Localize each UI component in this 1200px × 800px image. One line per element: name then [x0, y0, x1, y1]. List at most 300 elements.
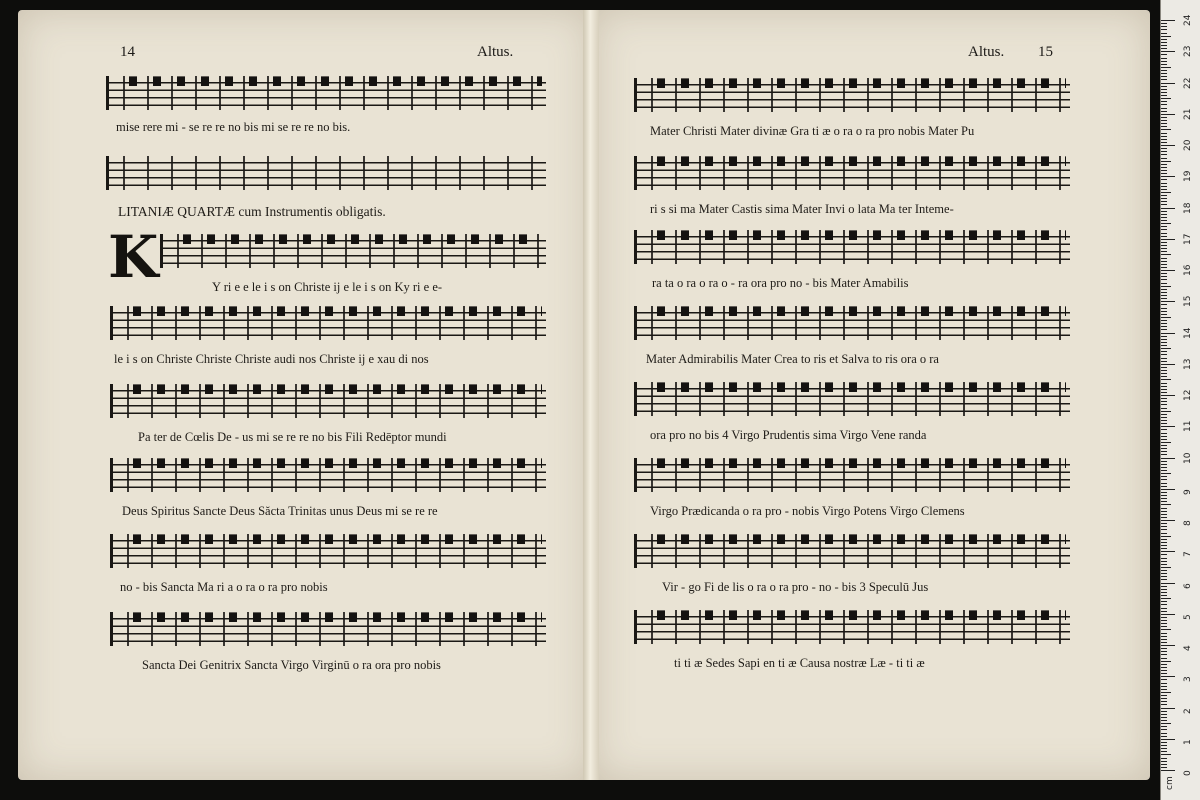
ruler-number: 19 — [1183, 170, 1193, 183]
ruler-tick — [1161, 729, 1167, 730]
ruler-tick — [1161, 761, 1167, 762]
ruler-tick — [1161, 620, 1167, 621]
ruler-tick — [1161, 542, 1167, 543]
ruler-tick — [1161, 389, 1167, 390]
ruler-tick — [1161, 33, 1167, 34]
book-gutter — [583, 10, 599, 780]
ruler-tick — [1161, 336, 1167, 337]
ruler-tick — [1161, 223, 1171, 224]
ruler-tick — [1161, 520, 1175, 521]
ruler-tick — [1161, 479, 1167, 480]
ruler-tick — [1161, 170, 1167, 171]
ruler-tick — [1161, 126, 1167, 127]
ruler-tick — [1161, 401, 1167, 402]
ruler-tick — [1161, 426, 1175, 427]
ruler-tick — [1161, 626, 1167, 627]
ruler-tick — [1161, 433, 1167, 434]
ruler-tick — [1161, 198, 1167, 199]
ruler-tick — [1161, 39, 1167, 40]
ruler-tick — [1161, 523, 1167, 524]
ruler-tick — [1161, 664, 1167, 665]
ruler-tick — [1161, 154, 1167, 155]
ruler-tick — [1161, 645, 1175, 646]
ruler-tick — [1161, 751, 1167, 752]
measurement-ruler — [1160, 0, 1200, 800]
ruler-tick — [1161, 695, 1167, 696]
ruler-tick — [1161, 342, 1167, 343]
ruler-tick — [1161, 754, 1171, 755]
ruler-tick — [1161, 604, 1167, 605]
ruler-tick — [1161, 92, 1167, 93]
ruler-tick — [1161, 561, 1167, 562]
ruler-tick — [1161, 308, 1167, 309]
ruler-tick — [1161, 436, 1167, 437]
ruler-tick — [1161, 586, 1167, 587]
ruler-tick — [1161, 633, 1167, 634]
ruler-tick — [1161, 545, 1167, 546]
ruler-tick — [1161, 411, 1171, 412]
ruler-tick — [1161, 601, 1167, 602]
ruler-tick — [1161, 111, 1167, 112]
left-page-number: 14 — [120, 44, 135, 60]
music-staff — [106, 76, 546, 135]
ruler-tick — [1161, 158, 1167, 159]
ruler-tick — [1161, 304, 1167, 305]
music-staff — [160, 234, 546, 295]
ruler-tick — [1161, 258, 1167, 259]
ruler-tick — [1161, 511, 1167, 512]
ruler-tick — [1161, 726, 1167, 727]
ruler-tick — [1161, 383, 1167, 384]
ruler-tick — [1161, 298, 1167, 299]
ruler-tick — [1161, 673, 1167, 674]
lyric-line: le i s on Christe Christe Christe audi nos Christe ij e xau di nos — [114, 352, 429, 366]
ruler-tick — [1161, 429, 1167, 430]
ruler-tick — [1161, 289, 1167, 290]
music-staff — [110, 534, 546, 595]
ruler-tick — [1161, 195, 1167, 196]
ruler-tick — [1161, 423, 1167, 424]
ruler-tick — [1161, 76, 1167, 77]
music-staff — [110, 458, 546, 519]
ruler-number: 14 — [1183, 327, 1193, 339]
ruler-tick — [1161, 167, 1167, 168]
ruler-number: 17 — [1183, 233, 1193, 245]
ruler-tick — [1161, 201, 1167, 202]
music-staff — [110, 612, 546, 673]
ruler-tick — [1161, 276, 1167, 277]
ruler-tick — [1161, 536, 1171, 537]
ruler-tick — [1161, 448, 1167, 449]
ruler-tick — [1161, 454, 1167, 455]
music-staff — [634, 458, 1070, 519]
ruler-tick — [1161, 548, 1167, 549]
ruler-tick — [1161, 742, 1167, 743]
ruler-tick — [1161, 189, 1167, 190]
ruler-tick — [1161, 589, 1167, 590]
lyric-line: ri s si ma Mater Castis sima Mater Invi o lata Ma ter Inteme- — [650, 202, 954, 216]
ruler-tick — [1161, 558, 1167, 559]
ruler-tick — [1161, 286, 1171, 287]
ruler-number: 21 — [1183, 108, 1193, 120]
ruler-tick — [1161, 683, 1167, 684]
ruler-tick — [1161, 723, 1171, 724]
ruler-tick — [1161, 358, 1167, 359]
ruler-tick — [1161, 379, 1171, 380]
ruler-tick — [1161, 373, 1167, 374]
ruler-tick — [1161, 464, 1167, 465]
ruler-tick — [1161, 61, 1167, 62]
ruler-tick — [1161, 220, 1167, 221]
ruler-tick — [1161, 279, 1167, 280]
ruler-tick — [1161, 573, 1167, 574]
ruler-tick — [1161, 70, 1167, 71]
ruler-tick — [1161, 495, 1167, 496]
music-staff — [634, 230, 1070, 291]
ruler-tick — [1161, 20, 1175, 21]
music-staff — [634, 382, 1070, 443]
ruler-tick — [1161, 670, 1167, 671]
ruler-number: 24 — [1183, 14, 1193, 26]
ruler-number: 1 — [1183, 739, 1193, 745]
ruler-tick — [1161, 651, 1167, 652]
ruler-tick — [1161, 711, 1167, 712]
lyric-line: ora pro no bis 4 Virgo Prudentis sima Virgo Vene randa — [650, 428, 927, 442]
ruler-tick — [1161, 129, 1171, 130]
ruler-number: 16 — [1183, 264, 1193, 276]
ruler-tick — [1161, 148, 1167, 149]
ruler-tick — [1161, 36, 1171, 37]
ruler-tick — [1161, 483, 1167, 484]
ruler-tick — [1161, 186, 1167, 187]
ruler-number: 0 — [1183, 770, 1193, 776]
ruler-tick — [1161, 323, 1167, 324]
ruler-tick — [1161, 79, 1167, 80]
ruler-tick — [1161, 392, 1167, 393]
ruler-tick — [1161, 295, 1167, 296]
ruler-tick — [1161, 179, 1167, 180]
ruler-tick — [1161, 139, 1167, 140]
ruler-tick — [1161, 26, 1167, 27]
ruler-tick — [1161, 239, 1175, 240]
ruler-tick — [1161, 345, 1167, 346]
ruler-tick — [1161, 395, 1175, 396]
ruler-tick — [1161, 108, 1167, 109]
ruler-tick — [1161, 704, 1167, 705]
ruler-tick — [1161, 492, 1167, 493]
ruler-tick — [1161, 67, 1171, 68]
ruler-tick — [1161, 676, 1175, 677]
ruler-unit-label: cm — [1165, 776, 1175, 790]
right-page-number: 15 — [1038, 44, 1053, 60]
ruler-tick — [1161, 348, 1171, 349]
lyric-line: Mater Christi Mater divinæ Gra ti æ o ra o ra pro nobis Mater Pu — [650, 124, 975, 138]
ruler-number: 8 — [1183, 520, 1193, 526]
ruler-tick — [1161, 564, 1167, 565]
ruler-tick — [1161, 233, 1167, 234]
ruler-tick — [1161, 226, 1167, 227]
ruler-tick — [1161, 270, 1175, 271]
ruler-tick — [1161, 661, 1171, 662]
ruler-tick — [1161, 64, 1167, 65]
ruler-number: 9 — [1183, 489, 1193, 495]
ruler-tick — [1161, 376, 1167, 377]
music-staff — [634, 306, 1070, 367]
ruler-tick — [1161, 748, 1167, 749]
ruler-tick — [1161, 133, 1167, 134]
ruler-tick — [1161, 417, 1167, 418]
ruler-tick — [1161, 739, 1175, 740]
ruler-tick — [1161, 23, 1167, 24]
ruler-tick — [1161, 445, 1167, 446]
ruler-tick — [1161, 86, 1167, 87]
ruler-tick — [1161, 117, 1167, 118]
ruler-tick — [1161, 51, 1175, 52]
lyric-line: mise rere mi - se re re no bis mi se re re no bis. — [116, 120, 351, 134]
ruler-tick — [1161, 42, 1167, 43]
ruler-tick — [1161, 467, 1167, 468]
lyric-line: Pa ter de Cœlis De - us mi se re re no bis Fili Redēptor mundi — [138, 430, 447, 444]
ruler-tick — [1161, 770, 1175, 771]
ruler-tick — [1161, 636, 1167, 637]
ruler-tick — [1161, 501, 1167, 502]
ruler-number: 12 — [1183, 389, 1193, 401]
ruler-tick — [1161, 764, 1167, 765]
ruler-tick — [1161, 317, 1171, 318]
ruler-tick — [1161, 745, 1167, 746]
ruler-tick — [1161, 339, 1167, 340]
ruler-tick — [1161, 714, 1167, 715]
ruler-tick — [1161, 611, 1167, 612]
ruler-tick — [1161, 598, 1171, 599]
ruler-tick — [1161, 667, 1167, 668]
ruler-tick — [1161, 736, 1167, 737]
ruler-tick — [1161, 408, 1167, 409]
ruler-tick — [1161, 404, 1167, 405]
ruler-tick — [1161, 473, 1171, 474]
ruler-number: 20 — [1183, 139, 1193, 151]
music-staff — [634, 156, 1070, 217]
ruler-tick — [1161, 717, 1167, 718]
ruler-tick — [1161, 579, 1167, 580]
ruler-tick — [1161, 367, 1167, 368]
ruler-tick — [1161, 414, 1167, 415]
section-title: LITANIÆ QUARTÆ cum Instrumentis obligatis. — [118, 204, 386, 219]
ruler-tick — [1161, 539, 1167, 540]
ruler-tick — [1161, 54, 1167, 55]
ruler-tick — [1161, 83, 1175, 84]
ruler-tick — [1161, 311, 1167, 312]
ruler-tick — [1161, 692, 1171, 693]
ruler-tick — [1161, 498, 1167, 499]
ruler-tick — [1161, 595, 1167, 596]
ruler-tick — [1161, 145, 1175, 146]
music-staff — [110, 306, 546, 367]
ruler-tick — [1161, 592, 1167, 593]
ruler-tick — [1161, 261, 1167, 262]
ruler-tick — [1161, 267, 1167, 268]
ruler-tick — [1161, 679, 1167, 680]
ruler-tick — [1161, 45, 1167, 46]
ruler-tick — [1161, 654, 1167, 655]
ruler-tick — [1161, 176, 1175, 177]
ruler-number: 5 — [1183, 614, 1193, 620]
ruler-tick — [1161, 451, 1167, 452]
ruler-tick — [1161, 614, 1175, 615]
ruler-tick — [1161, 439, 1167, 440]
ruler-tick — [1161, 326, 1167, 327]
empty-staff — [106, 156, 546, 190]
music-staff — [634, 610, 1070, 671]
ruler-tick — [1161, 629, 1171, 630]
ruler-tick — [1161, 758, 1167, 759]
ruler-tick — [1161, 554, 1167, 555]
ruler-tick — [1161, 442, 1171, 443]
ruler-tick — [1161, 608, 1167, 609]
ruler-tick — [1161, 689, 1167, 690]
ruler-tick — [1161, 123, 1167, 124]
ruler-tick — [1161, 98, 1171, 99]
ruler-number: 23 — [1183, 45, 1193, 58]
ruler-tick — [1161, 151, 1167, 152]
ruler-tick — [1161, 273, 1167, 274]
ruler-tick — [1161, 658, 1167, 659]
ruler-number: 2 — [1183, 707, 1193, 714]
ruler-tick — [1161, 533, 1167, 534]
lyric-line: Deus Spiritus Sancte Deus Săcta Trinitas unus Deus mi se re re — [122, 504, 438, 518]
ruler-tick — [1161, 254, 1171, 255]
ruler-tick — [1161, 29, 1167, 30]
ruler-tick — [1161, 211, 1167, 212]
ruler-tick — [1161, 570, 1167, 571]
ruler-number: 4 — [1183, 645, 1193, 651]
ruler-tick — [1161, 173, 1167, 174]
ruler-tick — [1161, 458, 1175, 459]
ruler-tick — [1161, 470, 1167, 471]
ruler-tick — [1161, 517, 1167, 518]
ruler-tick — [1161, 292, 1167, 293]
ruler-tick — [1161, 529, 1167, 530]
ruler-tick — [1161, 486, 1167, 487]
ruler-tick — [1161, 283, 1167, 284]
ruler-tick — [1161, 386, 1167, 387]
ruler-tick — [1161, 514, 1167, 515]
ruler-number: 3 — [1183, 676, 1193, 683]
ruler-tick — [1161, 95, 1167, 96]
ruler-tick — [1161, 58, 1167, 59]
ruler-tick — [1161, 489, 1175, 490]
ruler-tick — [1161, 733, 1167, 734]
ruler-tick — [1161, 551, 1175, 552]
ruler-tick — [1161, 398, 1167, 399]
ruler-tick — [1161, 583, 1175, 584]
lyric-line: Vir - go Fi de lis o ra o ra pro - no - bis 3 Speculū Jus — [662, 580, 929, 594]
ruler-tick — [1161, 686, 1167, 687]
music-staff — [634, 78, 1070, 139]
ruler-tick — [1161, 576, 1167, 577]
ruler-number: 13 — [1183, 358, 1193, 370]
music-staff — [634, 534, 1070, 595]
ruler-tick — [1161, 120, 1167, 121]
ruler-tick — [1161, 248, 1167, 249]
ruler-number: 10 — [1183, 452, 1193, 464]
ruler-tick — [1161, 364, 1175, 365]
ruler-tick — [1161, 229, 1167, 230]
ruler-tick — [1161, 73, 1167, 74]
ruler-tick — [1161, 508, 1167, 509]
ruler-tick — [1161, 333, 1175, 334]
ruler-tick — [1161, 114, 1175, 115]
ruler-number: 22 — [1183, 77, 1193, 89]
ruler-tick — [1161, 648, 1167, 649]
ruler-tick — [1161, 264, 1167, 265]
ruler-tick — [1161, 351, 1167, 352]
ruler-tick — [1161, 142, 1167, 143]
ruler-tick — [1161, 192, 1171, 193]
lyric-line: Virgo Prædicanda o ra pro - nobis Virgo Potens Virgo Clemens — [650, 504, 965, 518]
ruler-tick — [1161, 236, 1167, 237]
ruler-tick — [1161, 101, 1167, 102]
ruler-tick — [1161, 642, 1167, 643]
lyric-line: ti ti æ Sedes Sapi en ti æ Causa nostræ Læ - ti ti æ — [674, 656, 925, 670]
ruler-tick — [1161, 354, 1167, 355]
left-voice-label: Altus. — [477, 44, 514, 60]
ruler-number: 15 — [1183, 295, 1193, 308]
lyric-line: ra ta o ra o ra o - ra ora pro no - bis Mater Amabilis — [652, 276, 909, 290]
ruler-tick — [1161, 567, 1171, 568]
music-staff — [110, 384, 546, 445]
ruler-tick — [1161, 767, 1167, 768]
ruler-tick — [1161, 420, 1167, 421]
lyric-line: no - bis Sancta Ma ri a o ra o ra pro nobis — [120, 580, 328, 594]
ruler-number: 7 — [1183, 551, 1193, 558]
ruler-number: 11 — [1183, 420, 1193, 433]
ruler-tick — [1161, 617, 1167, 618]
ruler-tick — [1161, 48, 1167, 49]
ruler-tick — [1161, 161, 1171, 162]
ruler-tick — [1161, 301, 1175, 302]
ruler-tick — [1161, 320, 1167, 321]
ruler-tick — [1161, 370, 1167, 371]
lyric-line: Y ri e e le i s on Christe ij e le i s on Ky ri e e- — [212, 280, 443, 294]
ruler-tick — [1161, 476, 1167, 477]
ruler-tick — [1161, 720, 1167, 721]
ruler-tick — [1161, 526, 1167, 527]
ruler-tick — [1161, 623, 1167, 624]
ruler-tick — [1161, 217, 1167, 218]
ruler-tick — [1161, 461, 1167, 462]
ruler-tick — [1161, 242, 1167, 243]
ruler-tick — [1161, 314, 1167, 315]
ruler-tick — [1161, 708, 1175, 709]
ruler-tick — [1161, 89, 1167, 90]
ruler-tick — [1161, 701, 1167, 702]
ruler-tick — [1161, 698, 1167, 699]
right-voice-label: Altus. — [968, 44, 1005, 60]
ruler-tick — [1161, 251, 1167, 252]
ruler-tick — [1161, 214, 1167, 215]
ruler-tick — [1161, 136, 1167, 137]
ruler-tick — [1161, 164, 1167, 165]
ruler-tick — [1161, 361, 1167, 362]
ruler-tick — [1161, 245, 1167, 246]
ruler-tick — [1161, 504, 1171, 505]
lyric-line: Mater Admirabilis Mater Crea to ris et Salva to ris ora o ra — [646, 352, 939, 366]
ruler-number: 18 — [1183, 202, 1193, 214]
ruler-tick — [1161, 639, 1167, 640]
lyric-line: Sancta Dei Genitrix Sancta Virgo Virginū o ra ora pro nobis — [142, 658, 441, 672]
ruler-tick — [1161, 104, 1167, 105]
